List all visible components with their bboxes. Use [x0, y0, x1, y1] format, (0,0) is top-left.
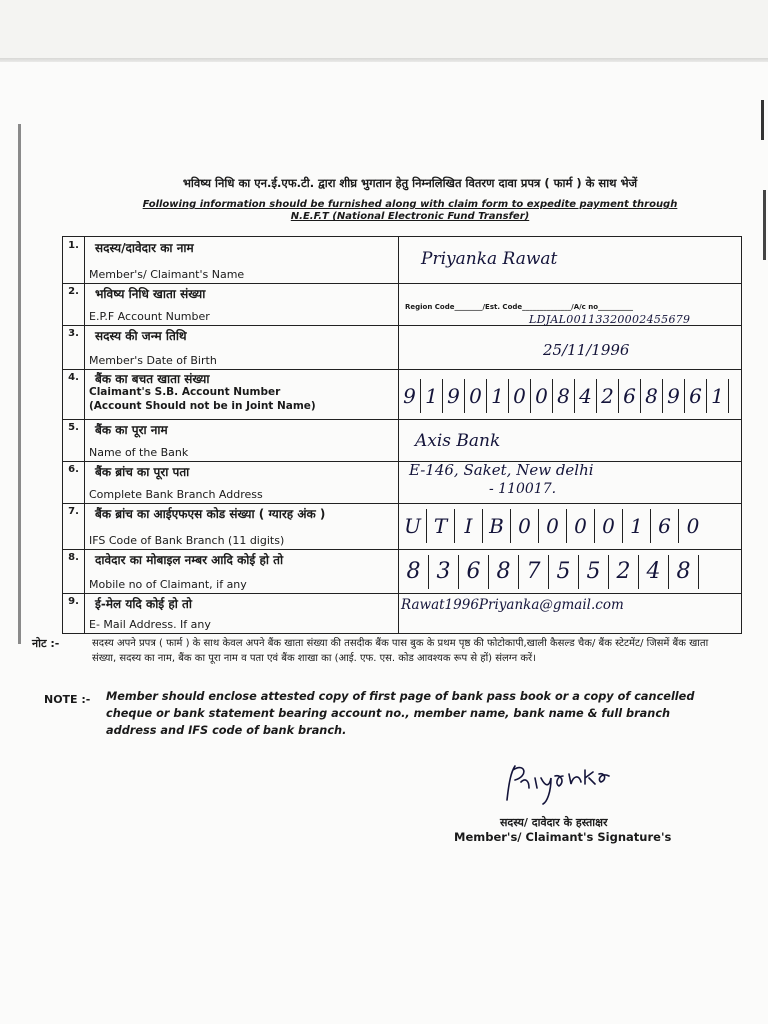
edge-mark: [763, 190, 766, 260]
header-english-line2: N.E.F.T (National Electronic Fund Transfer): [290, 211, 530, 222]
row-number: 7.: [63, 503, 85, 549]
digit-box: 0: [531, 379, 553, 413]
digit-box: U: [399, 509, 427, 543]
email-field[interactable]: [399, 593, 741, 633]
signature-label-hindi: सदस्य/ दावेदार के हस्ताक्षर: [500, 816, 608, 829]
label-english: IFS Code of Bank Branch (11 digits): [89, 534, 285, 547]
digit-box: 0: [465, 379, 487, 413]
email-value: Rawat1996Priyanka@gmail.com: [401, 597, 624, 613]
header-english-line1: Following information should be furnished along with claim form to expedite payment through: [142, 199, 678, 210]
digit-box: 4: [575, 379, 597, 413]
label-hindi: भविष्य निधि खाता संख्या: [95, 287, 206, 301]
row-label: [85, 593, 399, 633]
row-number: 2.: [63, 283, 85, 325]
row-label: [85, 283, 399, 325]
row-bank-name: [63, 419, 741, 462]
mobile-field[interactable]: [399, 549, 741, 593]
epf-account-value: LDJAL00113320002455679: [529, 313, 691, 326]
digit-box: 0: [509, 379, 531, 413]
label-english: Complete Bank Branch Address: [89, 488, 263, 501]
note-hindi-label: नोट :-: [32, 637, 60, 650]
label-english: E- Mail Address. If any: [89, 618, 211, 631]
row-member-name: [63, 237, 741, 284]
row-number: 6.: [63, 461, 85, 503]
row-email: [63, 593, 741, 633]
digit-box: 1: [421, 379, 443, 413]
label-english: E.P.F Account Number: [89, 310, 210, 323]
digit-box: I: [455, 509, 483, 543]
bank-name-value: Axis Bank: [415, 431, 501, 451]
digit-box: 1: [623, 509, 651, 543]
label-hindi: बैंक का पूरा नाम: [95, 423, 168, 437]
member-name-field[interactable]: [399, 237, 741, 283]
digit-box: 0: [539, 509, 567, 543]
label-hindi: बैंक ब्रांच का आईएफएस कोड संख्या ( ग्यारह अंक ): [95, 507, 326, 521]
mobile-digit-boxes: [399, 555, 699, 589]
digit-box: 7: [519, 555, 549, 589]
label-english: Mobile no of Claimant, if any: [89, 578, 247, 591]
edge-mark: [761, 100, 764, 140]
digit-box: 0: [686, 514, 700, 538]
digit-box: 8: [553, 379, 575, 413]
digit-box: 5: [579, 555, 609, 589]
digit-box: 9: [399, 379, 421, 413]
label-english-note: (Account Should not be in Joint Name): [89, 400, 316, 412]
digit-box: 8: [641, 379, 663, 413]
header-hindi: भविष्य निधि का एन.ई.एफ.टी. द्वारा शीघ्र भुगतान हेतु निम्नलिखित वितरण दावा प्रपत्र ( फार्म ) के साथ भेजें: [182, 176, 638, 190]
label-english: Claimant's S.B. Account Number: [89, 386, 281, 398]
digit-box: 9: [443, 379, 465, 413]
header-english: [100, 199, 720, 223]
row-sb-account: [63, 369, 741, 420]
label-hindi: दावेदार का मोबाइल नम्बर आदि कोई हो तो: [95, 553, 284, 567]
row-label: [85, 461, 399, 503]
row-number: 9.: [63, 593, 85, 633]
row-date-of-birth: [63, 325, 741, 370]
label-hindi: ई-मेल यदि कोई हो तो: [95, 597, 192, 611]
page-fold-line: [18, 124, 21, 644]
digit-box: 2: [597, 379, 619, 413]
note-english-text: Member should enclose attested copy of first page of bank pass book or a copy of cancelled cheque or bank statement bearing account no., member name, bank name & full branch address and IFS code of bank branch.: [106, 690, 695, 737]
row-branch-address: [63, 461, 741, 504]
label-hindi: सदस्य/दावेदार का नाम: [95, 241, 194, 255]
note-hindi-text: सदस्य अपने प्रपत्र ( फार्म ) के साथ केवल अपने बैंक खाता संख्या की तसदीक बैंक पास बुक के प्रथम पृष्ठ की फोटोकापी,खाली कैसल्ड चैक/ बैंक स्टेटमेंट/ जिसमें बैंक खाता संख्या, सदस्य का नाम, बैंक का पूरा नाम व पता एवं बैंक शाखा का (आई. एफ. एस. कोड आवश्यक रूप से हों) संलग्न करें।: [92, 638, 709, 664]
digit-box: 5: [549, 555, 579, 589]
signature-stroke: [485, 752, 635, 812]
row-label: [85, 237, 399, 283]
row-number: 3.: [63, 325, 85, 369]
label-english: Member's/ Claimant's Name: [89, 268, 245, 281]
ifsc-field[interactable]: [399, 503, 741, 549]
branch-address-field[interactable]: [399, 461, 741, 503]
digit-box: 6: [459, 555, 489, 589]
bank-name-field[interactable]: [399, 419, 741, 461]
row-number: 5.: [63, 419, 85, 461]
digit-box: 1: [707, 379, 729, 413]
digit-box: 6: [685, 379, 707, 413]
row-ifsc: [63, 503, 741, 550]
row-label: [85, 419, 399, 461]
digit-box: 8: [489, 555, 519, 589]
digit-box: B: [483, 509, 511, 543]
branch-address-line1: E-146, Saket, New delhi: [409, 461, 594, 479]
digit-box: 0: [511, 509, 539, 543]
sb-account-field[interactable]: [399, 369, 741, 419]
digit-box: T: [427, 509, 455, 543]
digit-box: 8: [399, 555, 429, 589]
date-of-birth-value: 25/11/1996: [543, 341, 630, 359]
claim-form-table: [62, 236, 742, 634]
digit-box: 3: [429, 555, 459, 589]
digit-box: 6: [619, 379, 641, 413]
digit-box: 4: [639, 555, 669, 589]
label-hindi: बैंक ब्रांच का पूरा पता: [95, 465, 190, 479]
digit-box: 1: [487, 379, 509, 413]
digit-box: 6: [651, 509, 679, 543]
label-english: Name of the Bank: [89, 446, 189, 459]
ifsc-digit-boxes: [399, 509, 707, 543]
digit-box: 0: [567, 509, 595, 543]
signature-label-english: Member's/ Claimant's Signature's: [454, 830, 672, 844]
member-name-value: Priyanka Rawat: [421, 249, 558, 269]
row-number: 8.: [63, 549, 85, 593]
branch-address-line2: - 110017.: [489, 481, 557, 497]
digit-box: 2: [609, 555, 639, 589]
digit-box: 0: [595, 509, 623, 543]
epf-code-labels: Region Code________/Est. Code______________/A/c no__________: [405, 303, 634, 311]
row-number: 1.: [63, 237, 85, 283]
label-english: Member's Date of Birth: [89, 354, 217, 367]
date-of-birth-field[interactable]: [399, 325, 741, 369]
digit-box: 8: [669, 555, 699, 589]
digit-box: 9: [663, 379, 685, 413]
note-label: NOTE :-: [44, 693, 91, 706]
row-label: [85, 369, 399, 419]
epf-account-field[interactable]: [399, 283, 741, 325]
label-hindi: सदस्य की जन्म तिथि: [95, 329, 187, 343]
label-hindi: बैंक का बचत खाता संख्या: [95, 372, 210, 386]
row-mobile: [63, 549, 741, 594]
row-label: [85, 503, 399, 549]
sb-account-digit-boxes: [399, 379, 729, 413]
row-label: [85, 325, 399, 369]
row-label: [85, 549, 399, 593]
row-epf-account: [63, 283, 741, 326]
row-number: 4.: [63, 369, 85, 419]
signature-area: [485, 752, 635, 812]
